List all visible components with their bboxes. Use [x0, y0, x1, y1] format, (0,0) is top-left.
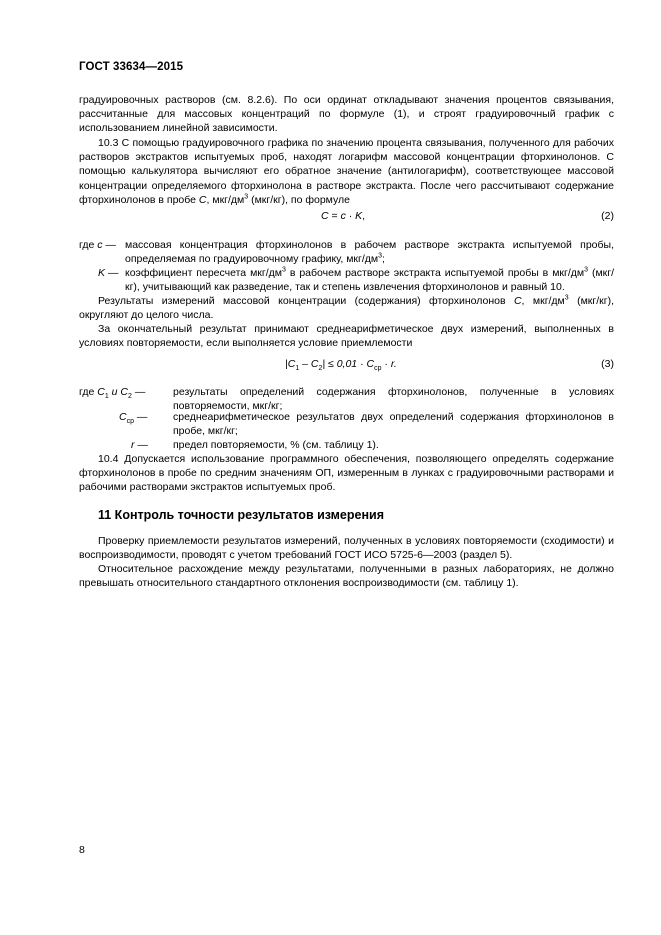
formula-2-number: (2) — [601, 210, 614, 222]
paragraph-results: Результаты измерений массовой концентрации (содержания) фторхинолонов C, мкг/$дм^3$ (мкг/кг), округляют до целого числа. — [79, 294, 614, 322]
definition-ccp: среднеарифметическое результатов двух определений содержания фторхинолонов в пробе, мкг/кг; — [173, 411, 614, 438]
where-label-2: где c — — [79, 239, 116, 251]
section-11-heading: 11 Контроль точности результатов измерения — [98, 508, 384, 522]
paragraph-intro: градуировочных растворов (см. 8.2.6). По оси ординат откладывают значения процентов связывания, рассчитанные для массовых концентраций по формуле (1), и строят градуировочный график с использованием линейной зависимости. — [79, 94, 614, 135]
paragraph-10-3: 10.3 С помощью градуировочного графика по значению процента связывания, полученного для рабочих растворов экстрактов испытуемых проб, находят логарифм массовой концентрации фторхинолонов. С помощью калькулятора вычисляют его обратное значение (антилогарифм), соответствующее массовой концентрации определяемого фторхинолона в растворе экстракта. После чего рассчитывают содержание фторхинолонов в пробе C, мкг/$дм^3$ (мкг/кг), по формуле — [79, 137, 614, 206]
definition-r: предел повторяемости, % (см. таблицу 1). — [173, 439, 379, 451]
definition-c: массовая концентрация фторхинолонов в рабочем растворе экстракта испытуемой пробы, определяемая по градуировочному графику, мкг/$дм^3$; — [125, 239, 614, 266]
formula-3: $|C_1 - C_2| \le 0,01 \cdot C_{ср} \cdot r$. — [285, 358, 397, 373]
c1-c2-label: где $C_1$ и $C_2$ — — [79, 386, 146, 401]
definition-k: коэффициент пересчета мкг/$дм^3$ в рабочем растворе экстракта испытуемой пробы в мкг/$дм^3$ (мкг/кг), учитывающий как разведение, так и степень извлечения фторхинолонов и равный 10. — [125, 266, 615, 294]
formula-2: C = c · K, — [321, 210, 366, 222]
paragraph-11-1: Проверку приемлемости результатов измерений, полученных в условиях повторяемости (сходимости) и воспроизводимости, проводят с учетом требований ГОСТ ИСО 5725-6—2003 (раздел 5). — [79, 535, 614, 562]
paragraph-11-2: Относительное расхождение между результатами, полученными в разных лабораториях, не должно превышать относительного стандартного отклонения воспроизводимости (см. таблицу 1). — [79, 563, 614, 590]
r-label: r — — [131, 439, 148, 451]
page-number: 8 — [79, 844, 85, 856]
ccp-label: $C_{ср}$ — — [119, 411, 148, 426]
definition-c1-c2: результаты определений содержания фторхинолонов, полученные в условиях повторяемости, мкг/кг; — [173, 386, 614, 413]
paragraph-final-result: За окончательный результат принимают среднеарифметическое двух измерений, выполненных в условиях повторяемости, если выполняется условие приемлемости — [79, 323, 614, 350]
document-header: ГОСТ 33634—2015 — [79, 61, 184, 73]
k-label: K — — [98, 267, 119, 279]
formula-3-number: (3) — [601, 358, 614, 370]
paragraph-10-4: 10.4 Допускается использование программного обеспечения, позволяющего определять содержание фторхинолонов в пробе по средним значениям ОП, измеренным в лунках с градуировочными растворами и рабочими растворами экстрактов испытуемых проб. — [79, 453, 614, 494]
